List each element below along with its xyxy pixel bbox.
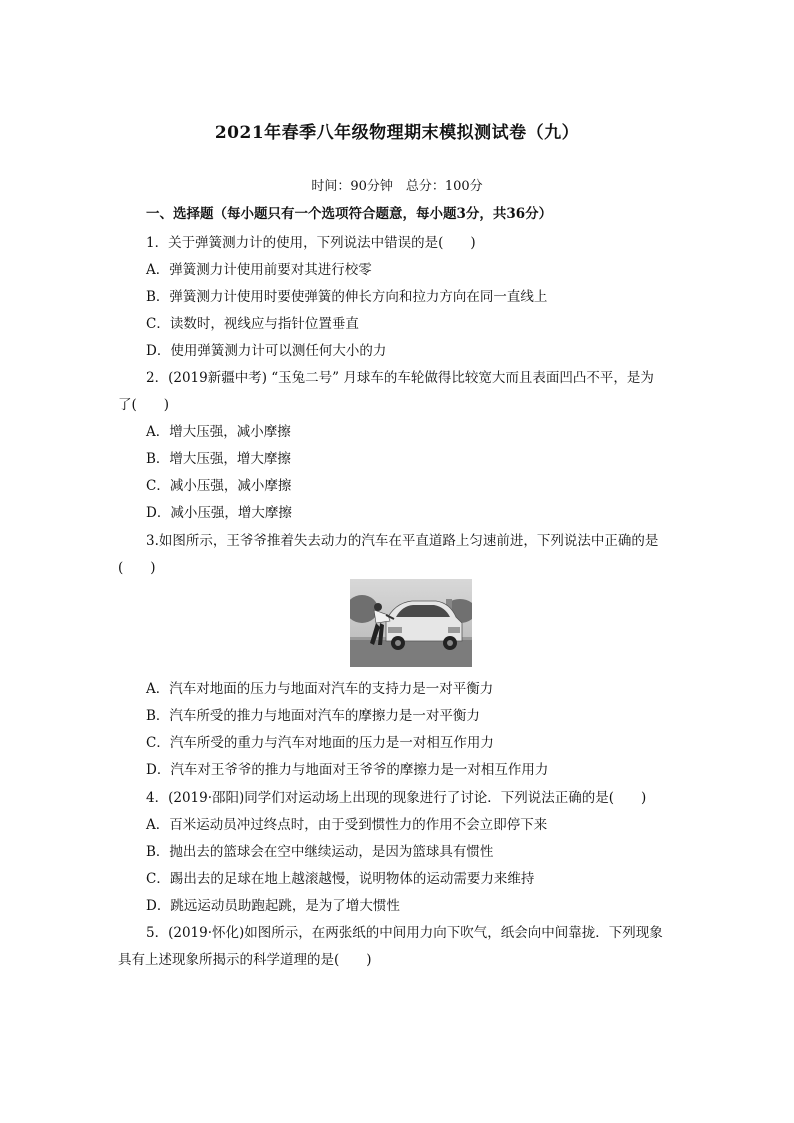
q2-stem-line1: 2．(2019新疆中考) “玉兔二号” 月球车的车轮做得比较宽大而且表面凹凸不平，是为	[146, 370, 654, 386]
q3-option-d: D．汽车对王爷爷的推力与地面对王爷爷的摩擦力是一对相互作用力	[146, 762, 549, 778]
q5-stem-line1: 5．(2019·怀化)如图所示，在两张纸的中间用力向下吹气，纸会向中间靠拢．下列现象	[146, 925, 663, 941]
q1-option-d: D．使用弹簧测力计可以测任何大小的力	[146, 343, 387, 359]
car-push-illustration	[350, 579, 472, 667]
q3-stem-line1: 3.如图所示，王爷爷推着失去动力的汽车在平直道路上匀速前进，下列说法中正确的是	[146, 533, 659, 549]
q1-option-c: C．读数时，视线应与指针位置垂直	[146, 316, 359, 332]
q4-option-d: D．跳远运动员助跑起跳，是为了增大惯性	[146, 898, 400, 914]
exam-meta: 时间：90分钟 总分：100分	[311, 179, 483, 194]
q2-option-c: C．减小压强，减小摩擦	[146, 478, 292, 494]
page-title: 2021年春季八年级物理期末模拟测试卷（九）	[214, 123, 580, 143]
q4-option-c: C．踢出去的足球在地上越滚越慢，说明物体的运动需要力来维持	[146, 871, 535, 887]
q3-option-b: B．汽车所受的推力与地面对汽车的摩擦力是一对平衡力	[146, 708, 480, 724]
car-push-photo	[350, 579, 472, 667]
q2-option-b: B．增大压强，增大摩擦	[146, 451, 291, 467]
q1-option-b: B．弹簧测力计使用时要使弹簧的伸长方向和拉力方向在同一直线上	[146, 289, 548, 305]
q2-option-d: D．减小压强，增大摩擦	[146, 505, 292, 521]
q1-stem: 1．关于弹簧测力计的使用，下列说法中错误的是( )	[146, 235, 476, 251]
q2-stem-line2: 了( )	[118, 397, 170, 413]
q3-option-a: A．汽车对地面的压力与地面对汽车的支持力是一对平衡力	[146, 681, 494, 697]
q2-option-a: A．增大压强，减小摩擦	[146, 424, 291, 440]
q5-stem-line2: 具有上述现象所揭示的科学道理的是( )	[118, 952, 372, 968]
q4-option-a: A．百米运动员冲过终点时，由于受到惯性力的作用不会立即停下来	[146, 817, 548, 833]
q1-option-a: A．弹簧测力计使用前要对其进行校零	[146, 262, 372, 278]
q3-option-c: C．汽车所受的重力与汽车对地面的压力是一对相互作用力	[146, 735, 494, 751]
q4-stem: 4．(2019·邵阳)同学们对运动场上出现的现象进行了讨论．下列说法正确的是( )	[146, 790, 647, 806]
q3-stem-line2: ( )	[118, 560, 156, 576]
q4-option-b: B．抛出去的篮球会在空中继续运动，是因为篮球具有惯性	[146, 844, 494, 860]
section-heading: 一、选择题（每小题只有一个选项符合题意，每小题3分，共36分）	[146, 206, 553, 222]
